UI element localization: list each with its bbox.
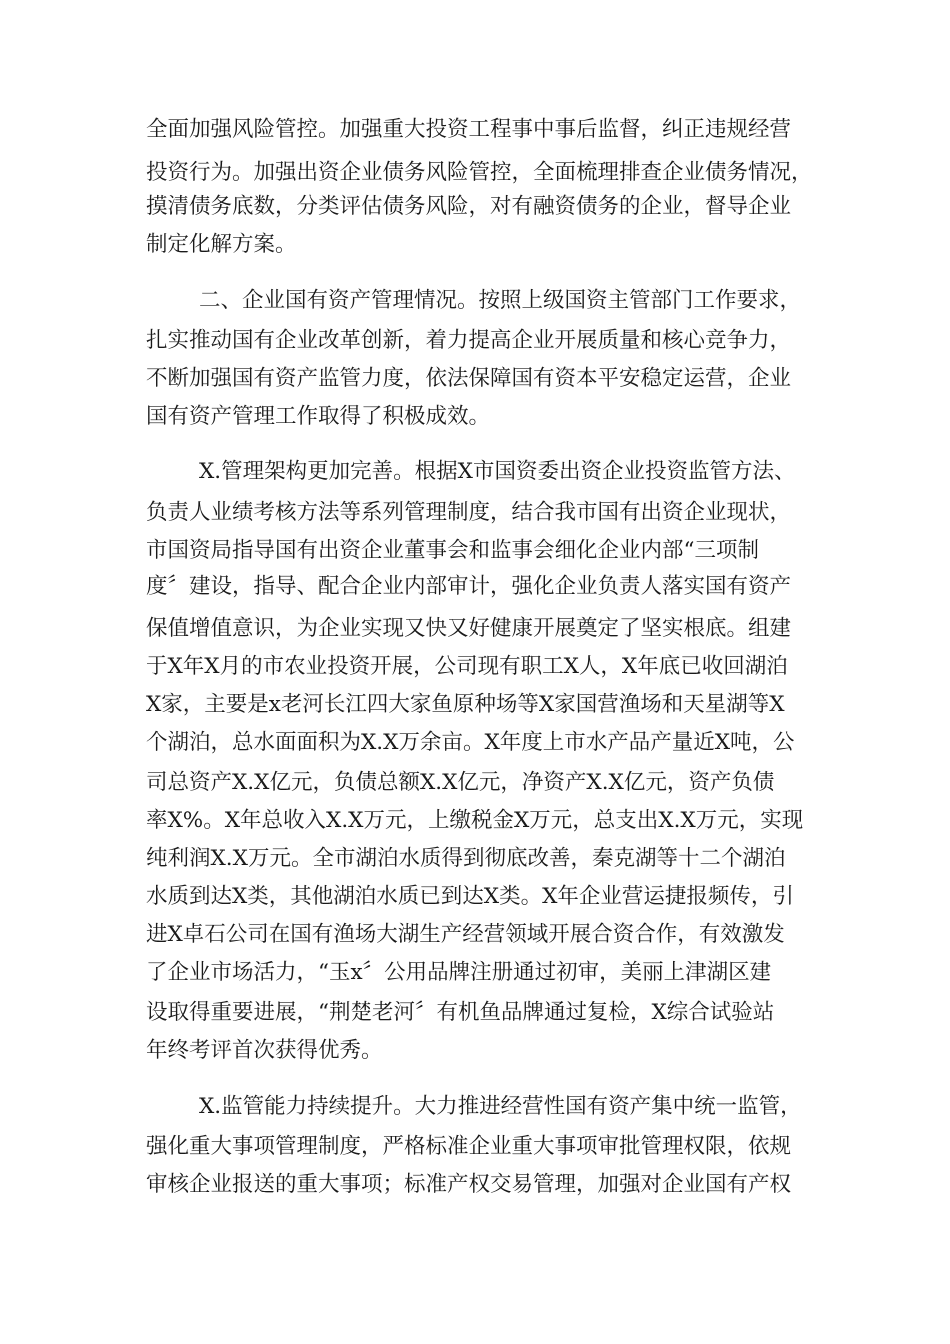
- paragraph-2-line-1: 二、企业国有资产管理情况。按照上级国资主管部门工作要求，: [199, 288, 802, 313]
- paragraph-4-line-2: 强化重大事项管理制度，严格标准企业重大事项审批管理权限，依规: [146, 1134, 792, 1159]
- paragraph-3-line-11: 纯利润X.X万元。全市湖泊水质得到彻底改善，秦克湖等十二个湖泊: [146, 846, 786, 871]
- paragraph-3-line-3: 市国资局指导国有出资企业董事会和监事会细化企业内部“三项制: [146, 538, 759, 563]
- paragraph-2-line-2: 扎实推动国有企业改革创新，着力提高企业开展质量和核心竞争力，: [146, 328, 792, 353]
- paragraph-3-line-15: 设取得重要进展，“荆楚老河〞有机鱼品牌通过复检，X综合试验站: [146, 1000, 775, 1025]
- paragraph-3-line-7: X家，主要是x老河长江四大家鱼原种场等X家国营渔场和天星湖等X: [146, 692, 785, 717]
- paragraph-3-line-4: 度〞建设，指导、配合企业内部审计，强化企业负责人落实国有资产: [146, 574, 792, 599]
- paragraph-1-line-4: 制定化解方案。: [146, 232, 297, 257]
- paragraph-3-line-5: 保值增值意识，为企业实现又快又好健康开展奠定了坚实根底。组建: [146, 616, 792, 641]
- paragraph-4-line-3: 审核企业报送的重大事项；标准产权交易管理，加强对企业国有产权: [146, 1172, 792, 1197]
- paragraph-2-line-3: 不断加强国有资产监管力度，依法保障国有资本平安稳定运营，企业: [146, 366, 792, 391]
- paragraph-3-line-8: 个湖泊，总水面面积为X.X万余亩。X年度上市水产品产量近X吨，公: [146, 730, 795, 755]
- paragraph-3-line-1: X.管理架构更加完善。根据X市国资委出资企业投资监管方法、: [199, 459, 796, 484]
- paragraph-3-line-9: 司总资产X.X亿元，负债总额X.X亿元，净资产X.X亿元，资产负债: [146, 770, 775, 795]
- paragraph-3-line-12: 水质到达X类，其他湖泊水质已到达X类。X年企业营运捷报频传，引: [146, 884, 794, 909]
- paragraph-3-line-16: 年终考评首次获得优秀。: [146, 1038, 383, 1063]
- paragraph-1-line-3: 摸清债务底数，分类评估债务风险，对有融资债务的企业，督导企业: [146, 194, 792, 219]
- paragraph-3-line-10: 率X%。X年总收入X.X万元，上缴税金X万元，总支出X.X万元，实现: [146, 808, 804, 833]
- paragraph-3-line-2: 负责人业绩考核方法等系列管理制度，结合我市国有出资企业现状，: [146, 500, 792, 525]
- paragraph-4-line-1: X.监管能力持续提升。大力推进经营性国有资产集中统一监管，: [199, 1094, 802, 1119]
- paragraph-1-line-1: 全面加强风险管控。加强重大投资工程事中事后监督，纠正违规经营: [146, 117, 792, 142]
- paragraph-1-line-2: 投资行为。加强出资企业债务风险管控，全面梳理排查企业债务情况，: [146, 160, 813, 185]
- paragraph-2-line-4: 国有资产管理工作取得了积极成效。: [146, 404, 491, 429]
- paragraph-3-line-13: 进X卓石公司在国有渔场大湖生产经营领域开展合资合作，有效激发: [146, 922, 785, 947]
- paragraph-3-line-14: 了企业市场活力，“玉x〞公用品牌注册通过初审，美丽上津湖区建: [146, 960, 772, 985]
- paragraph-3-line-6: 于X年X月的市农业投资开展，公司现有职工X人，X年底已收回湖泊: [146, 654, 788, 679]
